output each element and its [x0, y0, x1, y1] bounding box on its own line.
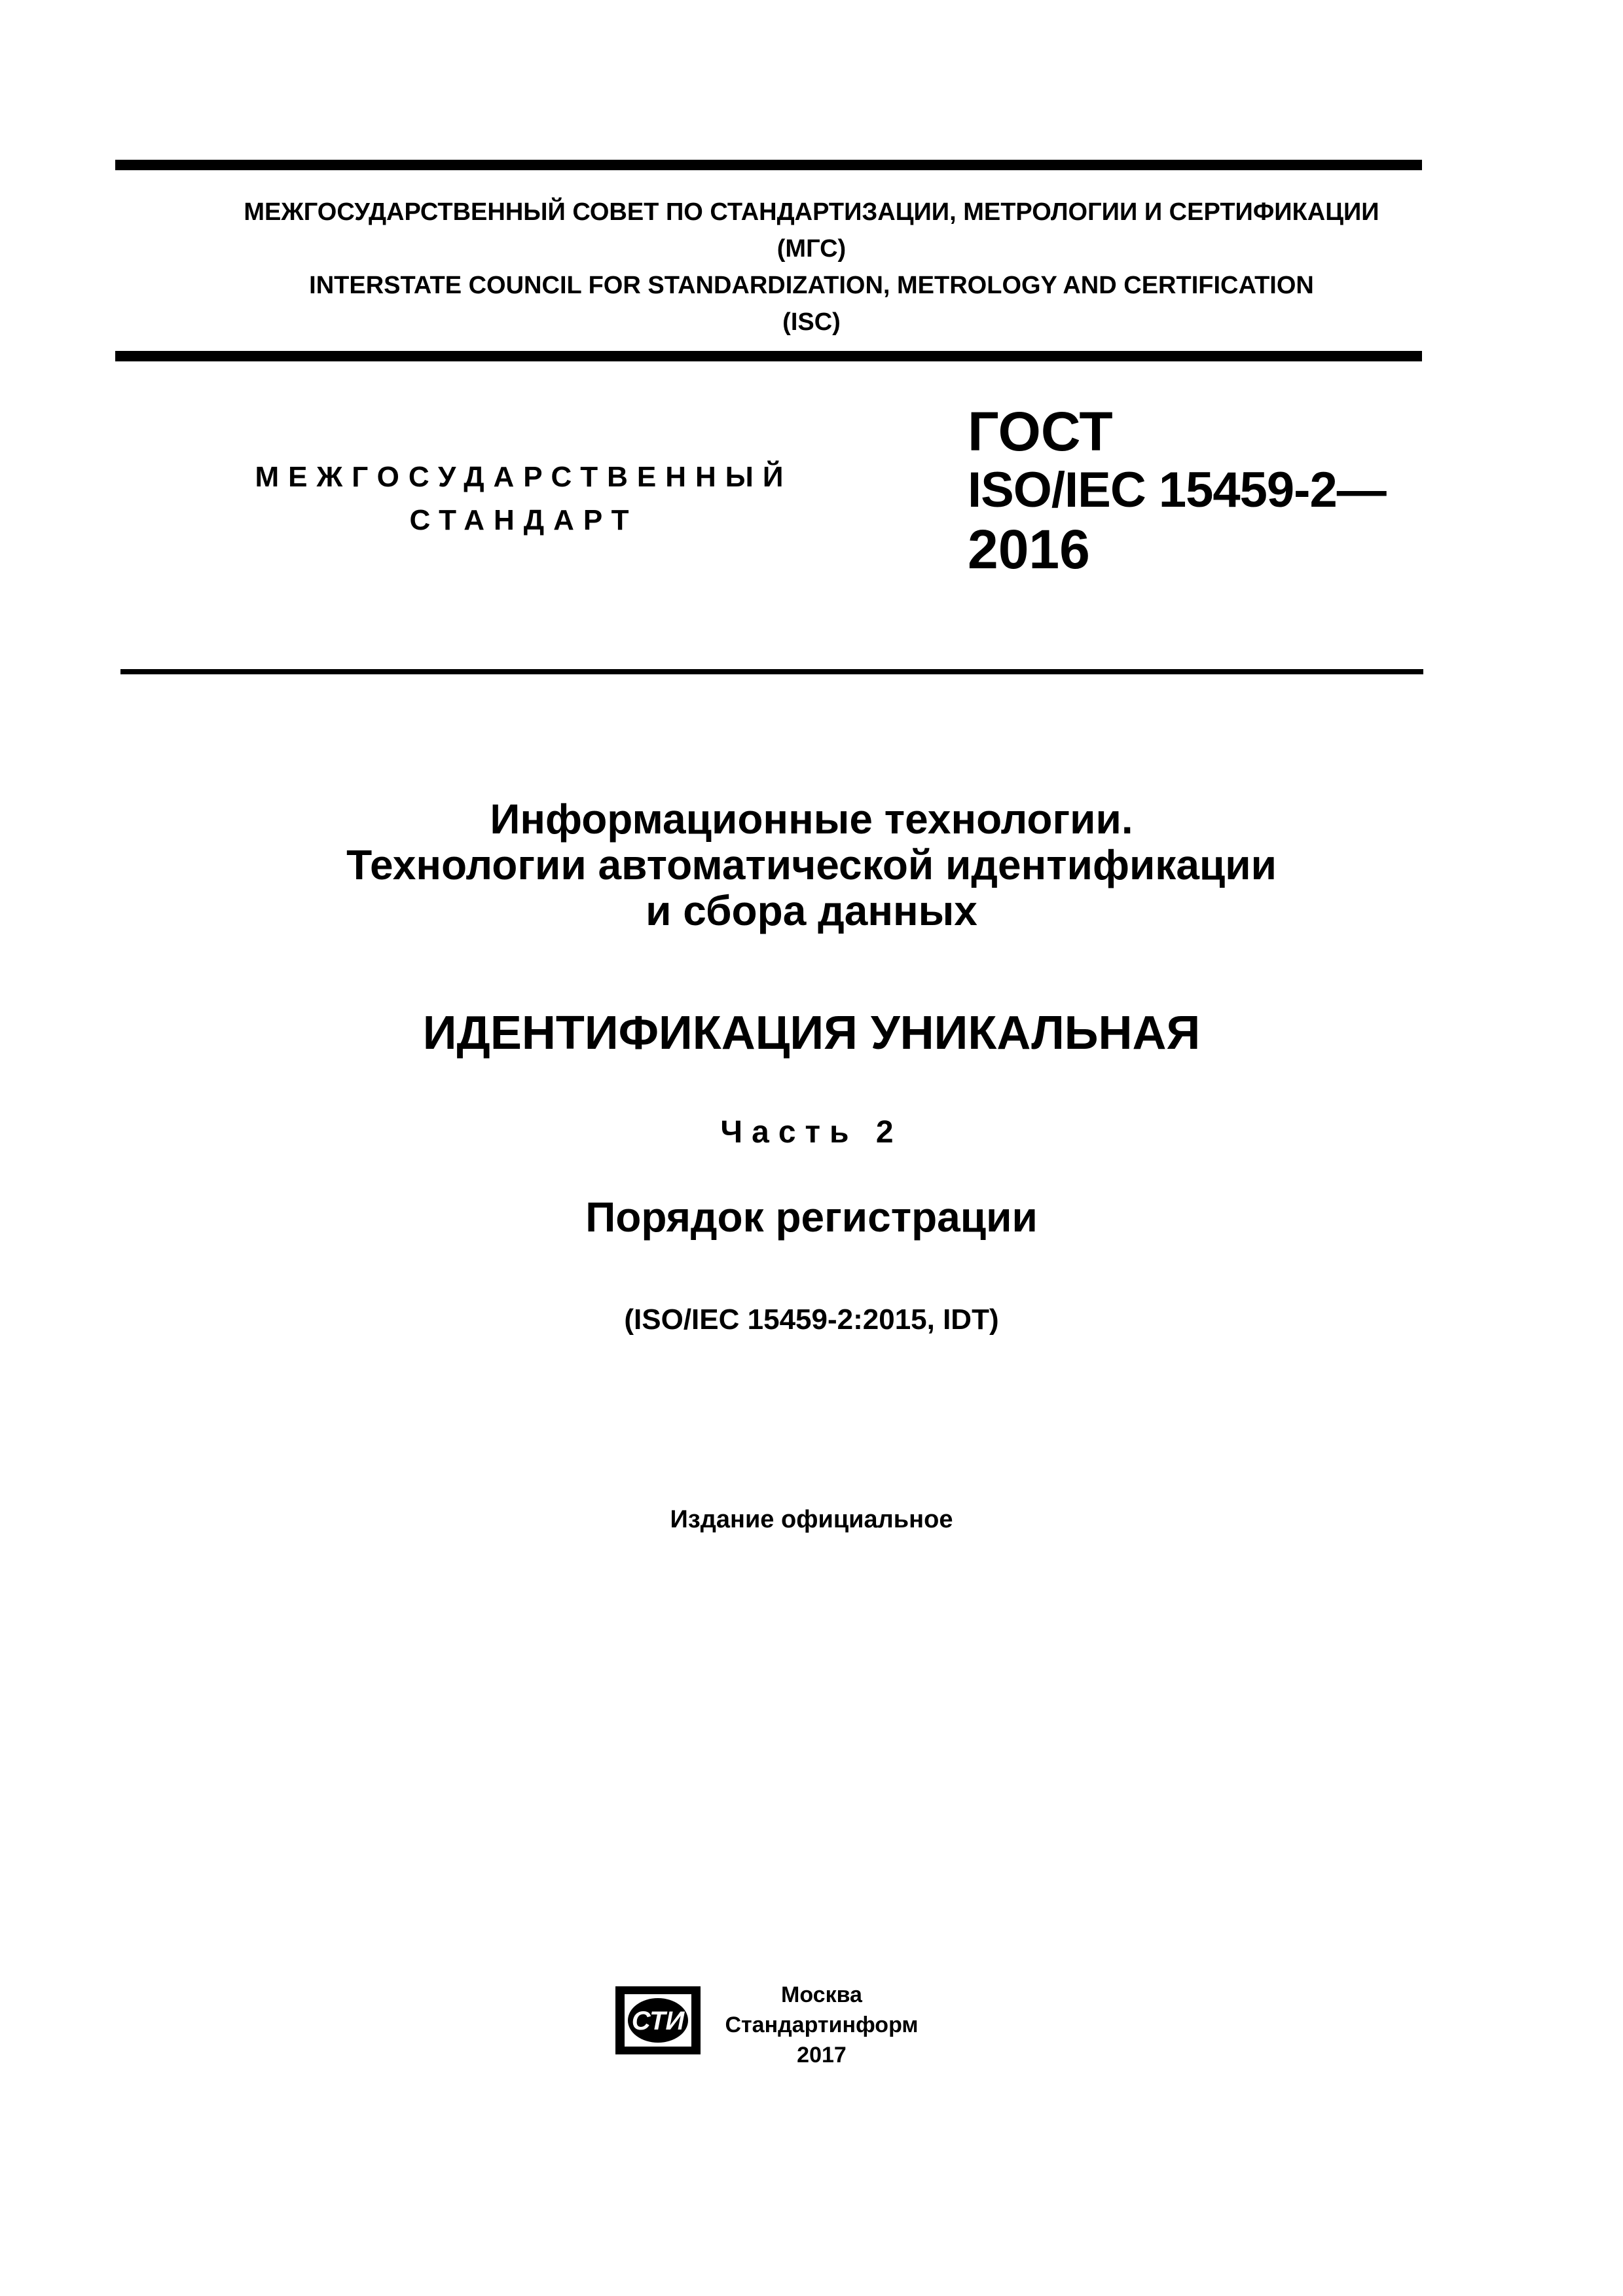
designation-year: 2016: [968, 519, 1090, 580]
designation-prefix: ГОСТ: [968, 401, 1113, 462]
title-line3: и сбора данных: [646, 887, 977, 934]
designation-number: ISO/IEC 15459-2—: [968, 462, 1386, 518]
council-en-abbr: (ISC): [782, 308, 841, 336]
council-en-name: INTERSTATE COUNCIL FOR STANDARDIZATION, METROLOGY AND CERTIFICATION: [309, 272, 1314, 299]
edition-label: Издание официальное: [670, 1506, 953, 1533]
title-line1: Информационные технологии.: [490, 795, 1133, 843]
title-subtitle: Порядок регистрации: [585, 1194, 1038, 1241]
logo-text: СТИ: [631, 2007, 685, 2035]
title-reference: (ISO/IEC 15459-2:2015, IDT): [624, 1303, 999, 1336]
title-part: Часть 2: [720, 1115, 903, 1150]
standard-designation: [968, 402, 1386, 579]
publisher-name: Стандартинформ: [725, 2013, 919, 2037]
publisher-city: Москва: [781, 1982, 862, 2007]
title-line2: Технологии автоматической идентификации: [346, 841, 1277, 888]
standartinform-logo-icon: [610, 1982, 706, 2060]
council-bottom-rule: [115, 351, 1422, 361]
council-ru-name: МЕЖГОСУДАРСТВЕННЫЙ СОВЕТ ПО СТАНДАРТИЗАЦИИ, МЕТРОЛОГИИ И СЕРТИФИКАЦИИ: [244, 198, 1379, 226]
council-block: [0, 194, 1623, 340]
council-ru-abbr: (МГС): [776, 235, 847, 263]
title-main: ИДЕНТИФИКАЦИЯ УНИКАЛЬНАЯ: [422, 1007, 1201, 1059]
title-block: [0, 796, 1623, 934]
standard-type-line1: МЕЖГОСУДАРСТВЕННЫЙ: [255, 461, 793, 493]
publisher-block: [714, 1980, 930, 2070]
header-bottom-rule: [120, 669, 1423, 674]
top-rule: [115, 160, 1422, 170]
publisher-year: 2017: [797, 2043, 847, 2068]
standard-type: [210, 456, 838, 542]
standard-type-line2: СТАНДАРТ: [409, 504, 638, 536]
